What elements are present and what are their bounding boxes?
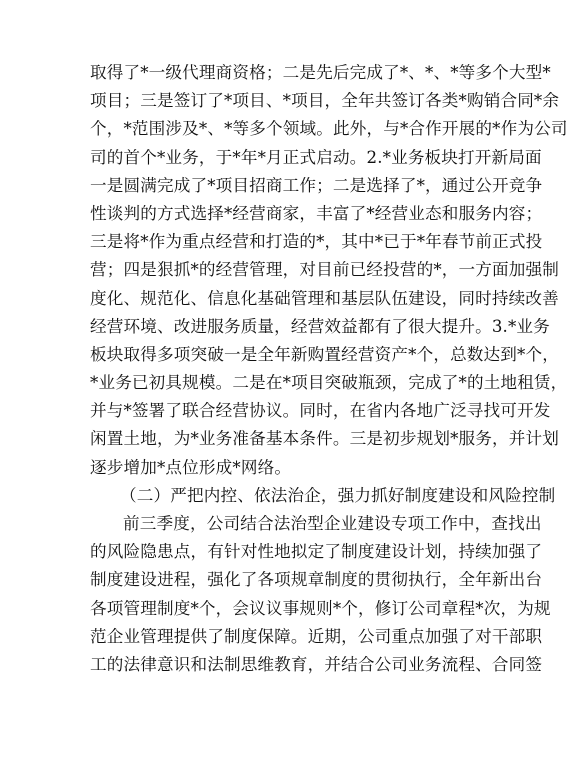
paragraph-line: 司的首个*业务，于*年*月正式启动。2.*业务板块打开新局面	[90, 147, 542, 167]
paragraph-line: 并与*签署了联合经营协议。同时，在省内各地广泛寻找可开发	[90, 401, 551, 421]
paragraph-line: 制度建设进程，强化了各项规章制度的贯彻执行，全年新出台	[90, 570, 543, 590]
paragraph-line: 范企业管理提供了制度保障。近期，公司重点加强了对干部职	[90, 626, 543, 646]
paragraph-line: 项目；三是签订了*项目、*项目，全年共签订各类*购销合同*余	[90, 91, 560, 111]
paragraph-line: 三是将*作为重点经营和打造的*，其中*已于*年春节前正式投	[90, 232, 543, 252]
section-heading: （二）严把内控、依法治企，强力抓好制度建设和风险控制	[120, 485, 556, 505]
paragraph-line: 前三季度，公司结合法治型企业建设专项工作中，查找出	[123, 514, 542, 533]
paragraph-line: 逐步增加*点位形成*网络。	[90, 457, 292, 477]
paragraph-line: 板块取得多项突破一是全年新购置经营资产*个，总数达到*个，	[90, 344, 559, 364]
paragraph-line: 度化、规范化、信息化基础管理和基层队伍建设，同时持续改善	[90, 288, 559, 308]
paragraph-line: 工的法律意识和法制思维教育，并结合公司业务流程、合同签	[90, 654, 543, 674]
paragraph-line: 个，*范围涉及*、*等多个领域。此外，与*合作开展的*作为公司	[90, 119, 568, 139]
paragraph-line: 性谈判的方式选择*经营商家，丰富了*经营业态和服务内容；	[90, 203, 543, 223]
paragraph-line: 经营环境、改进服务质量，经营效益都有了很大提升。3.*业务	[90, 316, 550, 336]
paragraph-line: *业务已初具规模。二是在*项目突破瓶颈，完成了*的土地租赁，	[90, 373, 568, 393]
paragraph-line: 各项管理制度*个，会议议事规则*个，修订公司章程*次，为规	[90, 598, 551, 618]
paragraph-line: 一是圆满完成了*项目招商工作；二是选择了*，通过公开竞争	[90, 175, 543, 195]
document-body	[90, 59, 568, 679]
paragraph-line: 闲置土地，为*业务准备基本条件。三是初步规划*服务，并计划	[90, 429, 559, 449]
paragraph-line: 取得了*一级代理商资格；二是先后完成了*、*、*等多个大型*	[90, 63, 551, 82]
paragraph-line: 营；四是狠抓*的经营管理，对目前已经投营的*，一方面加强制	[90, 260, 559, 280]
paragraph-line: 的风险隐患点，有针对性地拟定了制度建设计划，持续加强了	[90, 542, 543, 562]
